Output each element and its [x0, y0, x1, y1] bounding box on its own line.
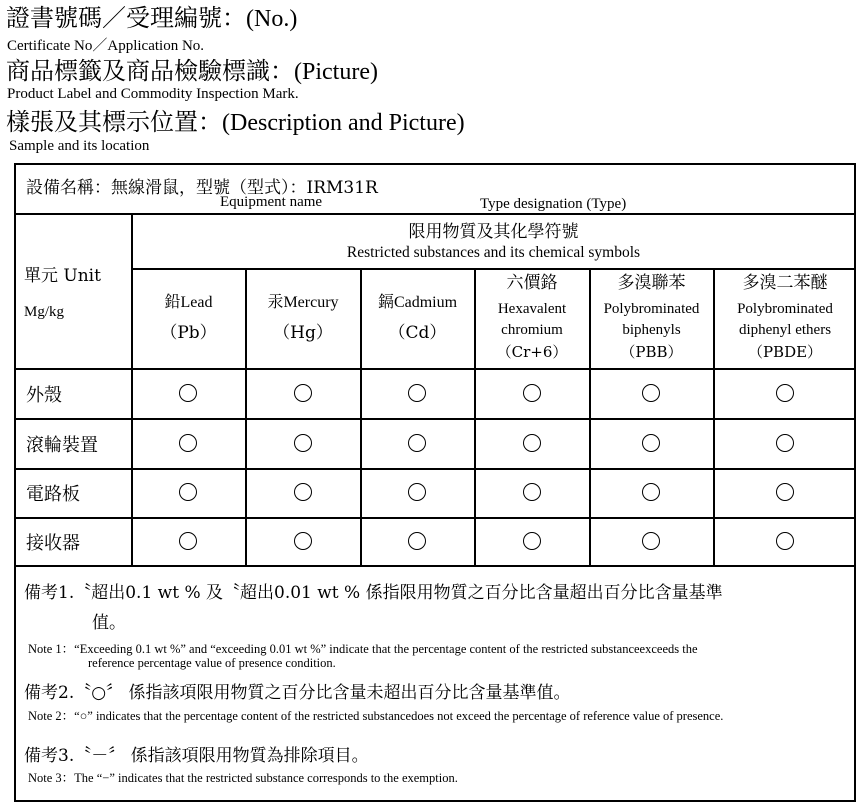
label-title [6, 57, 378, 86]
not-exceeded-mark [642, 434, 660, 452]
note-3-en: Note 3：The “−” indicates that the restricted substance corresponds to the exemption. [28, 771, 458, 785]
note-1-en: Note 1：“Exceeding 0.1 wt %” and “exceeding 0.01 wt %” indicate that the percentage content of the restricted substanceexceeds the [28, 642, 698, 656]
not-exceeded-mark [408, 532, 426, 550]
not-exceeded-mark [523, 384, 541, 402]
column-name: 六價鉻 [506, 273, 558, 293]
column-line3: biphenyls [622, 322, 681, 338]
sample-title [6, 108, 465, 137]
column-symbol: （Pb） [160, 323, 217, 343]
not-exceeded-mark [179, 532, 197, 550]
equipment-line: 設備名稱：無線滑鼠，型號（型式）：IRM31R [26, 178, 378, 198]
divider [131, 213, 133, 565]
divider [16, 213, 854, 215]
note-3-zh: 備考3.〝－〞 係指該項限用物質為排除項目。 [24, 746, 369, 766]
not-exceeded-mark [523, 483, 541, 501]
column-symbol: （Cr+6） [496, 343, 568, 361]
certificate-title [6, 4, 297, 33]
note-1-zh: 備考1.〝超出0.1 wt % 及〝超出0.01 wt % 係指限用物質之百分比含量超出百分比含量基準 [24, 583, 723, 603]
column-line3: diphenyl ethers [738, 322, 832, 338]
not-exceeded-mark [294, 434, 312, 452]
column-symbol: （Hg） [273, 323, 333, 343]
not-exceeded-mark [523, 434, 541, 452]
divider [16, 418, 854, 420]
column-name: 汞Mercury [267, 294, 339, 311]
column-line2: Polybrominated [737, 301, 833, 317]
divider [16, 468, 854, 470]
not-exceeded-mark [642, 532, 660, 550]
not-exceeded-mark [776, 483, 794, 501]
not-exceeded-mark [642, 384, 660, 402]
not-exceeded-mark [776, 532, 794, 550]
certificate-subtitle: Certificate No／Application No. [7, 38, 205, 54]
note-2-en: Note 2：“○” indicates that the percentage content of the restricted substancedoes not exceed the percentage of reference value of presence. [28, 709, 724, 723]
column-name: 鉛Lead [164, 294, 213, 311]
certificate-title-zh: 證書號碼／受理編號： [6, 4, 246, 32]
not-exceeded-mark [523, 532, 541, 550]
column-symbol: （PBB） [620, 343, 683, 361]
unit-label-text: 單元 Unit [24, 266, 101, 286]
label-title-zh: 商品標籤及商品檢驗標識： [6, 57, 294, 85]
restricted-substances-title: 限用物質及其化學符號 [408, 222, 579, 242]
not-exceeded-mark [776, 434, 794, 452]
restricted-substances-subtitle: Restricted substances and its chemical symbols [346, 244, 641, 261]
sample-title-zh: 樣張及其標示位置： [6, 108, 222, 136]
not-exceeded-mark [408, 384, 426, 402]
column-line2: Polybrominated [603, 301, 700, 317]
divider [16, 517, 854, 519]
row-label-scroll-wheel: 滾輪裝置 [26, 435, 98, 456]
divider [16, 565, 854, 567]
label-title-en: (Picture) [294, 59, 378, 85]
equipment-name-label: Equipment name [220, 194, 323, 210]
note-1-en-continued: reference percentage value of presence condition. [88, 656, 336, 670]
sample-title-en: (Description and Picture) [222, 110, 465, 136]
column-line2: Hexavalent [497, 301, 567, 317]
not-exceeded-mark [179, 384, 197, 402]
unit-label [24, 261, 101, 286]
note-2-zh: 備考2.〝○〞 係指該項限用物質之百分比含量未超出百分比含量基準值。 [24, 683, 571, 703]
row-label-circuit-board: 電路板 [26, 484, 80, 505]
not-exceeded-mark [294, 384, 312, 402]
column-name: 多溴二苯醚 [742, 273, 828, 293]
column-name: 鎘Cadmium [377, 294, 458, 311]
declaration-box [14, 163, 856, 802]
not-exceeded-mark [642, 483, 660, 501]
row-label-receiver: 接收器 [26, 533, 80, 554]
type-designation-label: Type designation (Type) [480, 196, 627, 212]
not-exceeded-mark [408, 483, 426, 501]
not-exceeded-mark [179, 434, 197, 452]
not-exceeded-mark [179, 483, 197, 501]
row-label-housing: 外殼 [26, 385, 62, 406]
column-line3: chromium [501, 322, 563, 338]
not-exceeded-mark [776, 384, 794, 402]
not-exceeded-mark [294, 483, 312, 501]
column-symbol: （PBDE） [747, 343, 823, 361]
column-symbol: （Cd） [388, 323, 447, 343]
label-subtitle: Product Label and Commodity Inspection Mark. [7, 86, 299, 102]
certificate-title-en: (No.) [246, 6, 298, 32]
column-name: 多溴聯苯 [617, 273, 686, 293]
sample-subtitle: Sample and its location [9, 138, 150, 154]
divider [131, 268, 854, 270]
not-exceeded-mark [408, 434, 426, 452]
not-exceeded-mark [294, 532, 312, 550]
note-1-zh-continued: 值。 [92, 613, 126, 633]
unit-value: Mg/kg [24, 304, 65, 320]
divider [16, 368, 854, 370]
